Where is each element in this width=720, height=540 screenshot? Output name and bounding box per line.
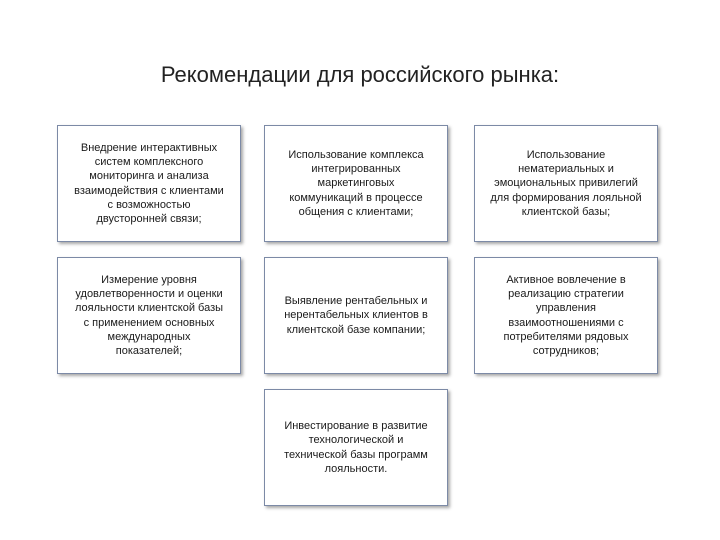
recommendation-box-investment — [264, 389, 448, 506]
recommendation-text: Использование нематериальных и эмоциональных привилегий для формирования лояльной клиентской базы; — [490, 148, 642, 218]
recommendation-text: Активное вовлечение в реализацию стратегии управления взаимоотношениями с потребителями рядовых сотрудников; — [503, 273, 629, 358]
recommendation-text: Инвестирование в развитие технологической и технической базы программ лояльности. — [284, 419, 428, 475]
recommendation-box-marketing-communications — [264, 125, 448, 242]
recommendation-box-profitable-clients — [264, 257, 448, 374]
slide-title: Рекомендации для российского рынка: — [160, 62, 560, 87]
recommendation-box-satisfaction-measurement — [57, 257, 241, 374]
recommendation-box-employee-involvement — [474, 257, 658, 374]
recommendation-box-privileges — [474, 125, 658, 242]
recommendation-text: Измерение уровня удовлетворенности и оценки лояльности клиентской базы с применением основных международных показателей; — [74, 273, 224, 358]
recommendation-text: Использование комплекса интегрированных маркетинговых коммуникаций в процессе общения с клиентами; — [288, 148, 424, 218]
recommendation-box-monitoring — [57, 125, 241, 242]
recommendation-text: Выявление рентабельных и нерентабельных клиентов в клиентской базе компании; — [284, 295, 428, 336]
recommendation-text: Внедрение интерактивных систем комплексного мониторинга и анализа взаимодействия с клиентами с возможностью двусторонней связи; — [74, 141, 224, 226]
